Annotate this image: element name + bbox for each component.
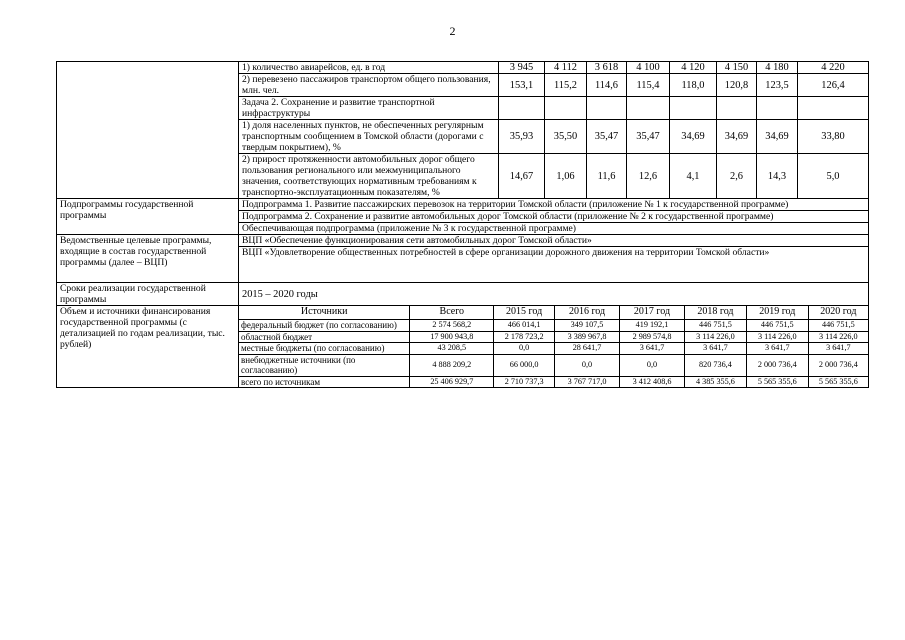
indicator-value: 4 100 xyxy=(627,62,670,74)
indicator-value: 120,8 xyxy=(717,74,757,97)
financing-value: 2 000 736,4 xyxy=(808,354,868,376)
financing-data-row xyxy=(239,320,868,332)
indicator-value: 35,50 xyxy=(545,120,587,154)
indicator-value: 126,4 xyxy=(798,74,869,97)
financing-source: федеральный бюджет (по согласованию) xyxy=(239,320,410,332)
financing-header: Источники xyxy=(239,306,410,320)
indicator-value: 11,6 xyxy=(587,154,627,199)
indicator-value: 33,80 xyxy=(798,120,869,154)
financing-value: 3 641,7 xyxy=(685,343,747,355)
financing-value: 3 767 717,0 xyxy=(555,376,620,387)
financing-source: внебюджетные источники (по согласованию) xyxy=(239,354,410,376)
indicator-value: 114,6 xyxy=(587,74,627,97)
financing-value: 349 107,5 xyxy=(555,320,620,332)
financing-header: 2019 год xyxy=(746,306,808,320)
vcp-item: ВЦП «Удовлетворение общественных потребностей в сфере организации дорожного движения на территории Томской области» xyxy=(239,247,869,283)
passport-table xyxy=(56,61,869,388)
financing-value: 3 114 226,0 xyxy=(808,331,868,343)
financing-data-row xyxy=(239,331,868,343)
terms-label: Сроки реализации государственной программы xyxy=(57,283,239,306)
financing-value: 2 574 568,2 xyxy=(410,320,494,332)
financing-value: 3 114 226,0 xyxy=(746,331,808,343)
indicator-label: 1) количество авиарейсов, ед. в год xyxy=(239,62,499,74)
task-label: Задача 2. Сохранение и развитие транспортной инфраструктуры xyxy=(239,97,499,120)
indicator-value: 4 150 xyxy=(717,62,757,74)
financing-value: 28 641,7 xyxy=(555,343,620,355)
financing-value: 2 178 723,2 xyxy=(494,331,555,343)
financing-value: 5 565 355,6 xyxy=(746,376,808,387)
empty-cell xyxy=(545,97,587,120)
financing-row xyxy=(57,306,869,388)
financing-value: 3 641,7 xyxy=(746,343,808,355)
financing-value: 43 208,5 xyxy=(410,343,494,355)
financing-table xyxy=(239,306,868,387)
indicator-value: 4,1 xyxy=(670,154,717,199)
indicator-label: 2) прирост протяженности автомобильных дорог общего пользования регионального или межмуниципального значения, соответствующих нормативным требованиям к транспортно-эксплуатационным показателям, % xyxy=(239,154,499,199)
financing-value: 466 014,1 xyxy=(494,320,555,332)
indicator-value: 12,6 xyxy=(627,154,670,199)
indicator-value: 4 112 xyxy=(545,62,587,74)
indicator-value: 14,3 xyxy=(757,154,798,199)
page-number: 2 xyxy=(449,24,456,38)
subprogram-item: Обеспечивающая подпрограмма (приложение № 3 к государственной программе) xyxy=(239,223,869,235)
vcp-row xyxy=(57,235,869,247)
vcp-item: ВЦП «Обеспечение функционирования сети автомобильных дорог Томской области» xyxy=(239,235,869,247)
indicator-value: 118,0 xyxy=(670,74,717,97)
indicator-label: 2) перевезено пассажиров транспортом общего пользования, млн. чел. xyxy=(239,74,499,97)
financing-value: 0,0 xyxy=(494,343,555,355)
financing-value: 3 114 226,0 xyxy=(685,331,747,343)
indicators-label-cell xyxy=(57,62,239,199)
indicator-value: 4 220 xyxy=(798,62,869,74)
financing-source: местные бюджеты (по согласованию) xyxy=(239,343,410,355)
financing-value: 419 192,1 xyxy=(620,320,685,332)
indicator-value: 35,93 xyxy=(499,120,545,154)
financing-label: Объем и источники финансирования государственной программы (с детализацией по годам реализации, тыс. рублей) xyxy=(57,306,239,388)
indicator-label: 1) доля населенных пунктов, не обеспеченных регулярным транспортным сообщением в Томской области (дорогами с твердым покрытием), % xyxy=(239,120,499,154)
financing-value: 5 565 355,6 xyxy=(808,376,868,387)
indicator-value: 2,6 xyxy=(717,154,757,199)
financing-header: 2017 год xyxy=(620,306,685,320)
subprogram-item: Подпрограмма 1. Развитие пассажирских перевозок на территории Томской области (приложение № 1 к государственной программе) xyxy=(239,199,869,211)
financing-cell xyxy=(239,306,869,388)
indicator-value: 115,2 xyxy=(545,74,587,97)
financing-value: 25 406 929,7 xyxy=(410,376,494,387)
financing-value: 4 888 209,2 xyxy=(410,354,494,376)
financing-header: Всего xyxy=(410,306,494,320)
indicator-value: 34,69 xyxy=(670,120,717,154)
indicator-value: 14,67 xyxy=(499,154,545,199)
indicator-value: 34,69 xyxy=(717,120,757,154)
financing-value: 820 736,4 xyxy=(685,354,747,376)
vcp-label: Ведомственные целевые программы, входящие в состав государственной программы (далее – ВЦП) xyxy=(57,235,239,283)
financing-value: 4 385 355,6 xyxy=(685,376,747,387)
empty-cell xyxy=(757,97,798,120)
financing-value: 0,0 xyxy=(555,354,620,376)
financing-header: 2016 год xyxy=(555,306,620,320)
financing-value: 3 389 967,8 xyxy=(555,331,620,343)
financing-value: 66 000,0 xyxy=(494,354,555,376)
financing-header-row xyxy=(239,306,868,320)
indicator-row xyxy=(57,62,869,74)
financing-source: всего по источникам xyxy=(239,376,410,387)
financing-header: 2018 год xyxy=(685,306,747,320)
terms-value: 2015 – 2020 годы xyxy=(239,283,869,306)
indicator-value: 35,47 xyxy=(587,120,627,154)
financing-header: 2020 год xyxy=(808,306,868,320)
empty-cell xyxy=(499,97,545,120)
indicator-value: 123,5 xyxy=(757,74,798,97)
empty-cell xyxy=(670,97,717,120)
financing-value: 17 900 943,8 xyxy=(410,331,494,343)
indicator-value: 34,69 xyxy=(757,120,798,154)
indicator-value: 5,0 xyxy=(798,154,869,199)
financing-header: 2015 год xyxy=(494,306,555,320)
subprogram-row xyxy=(57,199,869,211)
indicator-value: 35,47 xyxy=(627,120,670,154)
financing-value: 2 000 736,4 xyxy=(746,354,808,376)
indicator-value: 4 120 xyxy=(670,62,717,74)
financing-value: 446 751,5 xyxy=(808,320,868,332)
subprogram-item: Подпрограмма 2. Сохранение и развитие автомобильных дорог Томской области (приложение № 2 к государственной программе) xyxy=(239,211,869,223)
indicator-value: 3 945 xyxy=(499,62,545,74)
financing-value: 3 641,7 xyxy=(620,343,685,355)
indicator-value: 1,06 xyxy=(545,154,587,199)
empty-cell xyxy=(798,97,869,120)
indicator-value: 4 180 xyxy=(757,62,798,74)
financing-value: 0,0 xyxy=(620,354,685,376)
financing-total-row xyxy=(239,376,868,387)
financing-source: областной бюджет xyxy=(239,331,410,343)
financing-value: 2 710 737,3 xyxy=(494,376,555,387)
financing-value: 2 989 574,8 xyxy=(620,331,685,343)
indicator-value: 3 618 xyxy=(587,62,627,74)
empty-cell xyxy=(627,97,670,120)
financing-data-row xyxy=(239,354,868,376)
financing-data-row xyxy=(239,343,868,355)
financing-value: 3 412 408,6 xyxy=(620,376,685,387)
financing-value: 446 751,5 xyxy=(685,320,747,332)
financing-value: 3 641,7 xyxy=(808,343,868,355)
terms-row xyxy=(57,283,869,306)
financing-value: 446 751,5 xyxy=(746,320,808,332)
empty-cell xyxy=(717,97,757,120)
subprograms-label: Подпрограммы государственной программы xyxy=(57,199,239,235)
indicator-value: 115,4 xyxy=(627,74,670,97)
empty-cell xyxy=(587,97,627,120)
indicator-value: 153,1 xyxy=(499,74,545,97)
